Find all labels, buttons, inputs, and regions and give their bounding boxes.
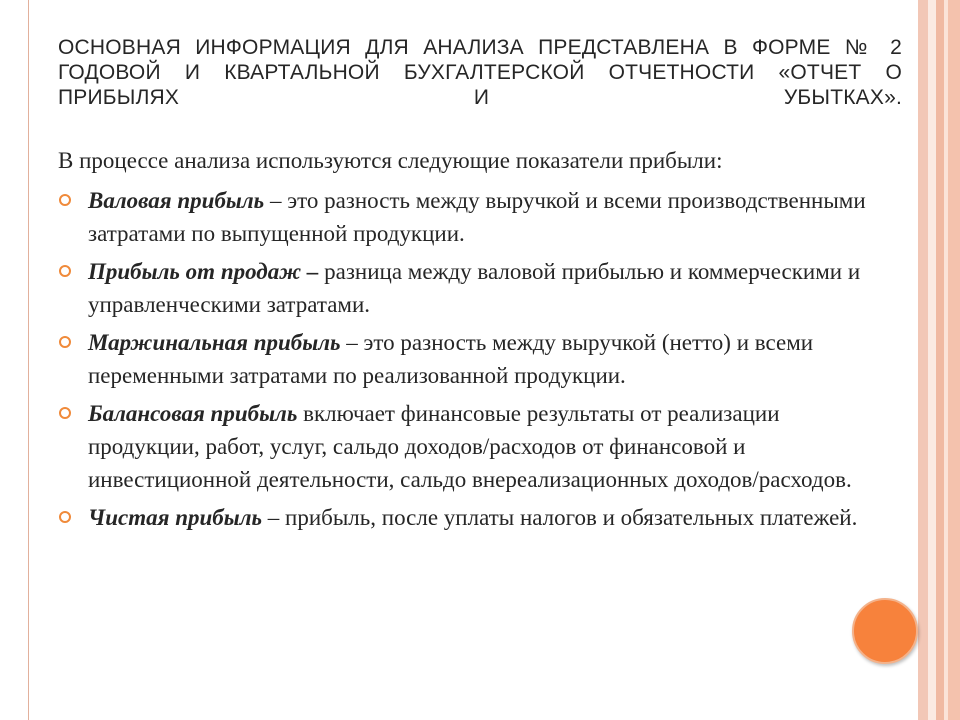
bullet-circle-icon <box>59 407 71 419</box>
title-line: ОСНОВНАЯ ИНФОРМАЦИЯ ДЛЯ АНАЛИЗА ПРЕДСТАВЛЕНА В ФОРМЕ № 2 <box>58 36 902 59</box>
list-item <box>58 501 888 534</box>
bullet-term: Балансовая прибыль <box>88 401 298 426</box>
stripe <box>936 0 944 720</box>
bullet-text: – прибыль, после уплаты налогов и обязательных платежей. <box>262 505 858 530</box>
left-frame-line <box>28 0 29 720</box>
bullet-term: Прибыль от продаж – <box>88 259 319 284</box>
list-item <box>58 184 888 250</box>
bullet-text: – это разность между выручкой (нетто) и всеми переменными затратами по реализованной продукции. <box>88 330 814 388</box>
list-item <box>58 397 888 496</box>
stripe <box>948 0 960 720</box>
bullet-text: – это разность между выручкой и всеми производственными затратами по выпущенной продукции. <box>88 188 866 246</box>
intro-text: В процессе анализа используются следующие показатели прибыли: <box>58 148 723 173</box>
bullet-text: включает финансовые результаты от реализации продукции, работ, услуг, сальдо доходов/расходов от финансовой и инвестиционной деятельности, сальдо внереализационных доходов/расходов. <box>88 401 852 492</box>
list-item <box>58 255 888 321</box>
list-item <box>58 326 888 392</box>
bullet-text: разница между валовой прибылью и коммерческими и управленческими затратами. <box>88 259 861 317</box>
stripe <box>928 0 936 720</box>
bullet-term: Валовая прибыль <box>88 188 265 213</box>
bullet-term: Маржинальная прибыль <box>88 330 341 355</box>
bullet-circle-icon <box>59 511 71 523</box>
decorative-circle-icon <box>852 598 918 664</box>
bullet-circle-icon <box>59 336 71 348</box>
bullet-list <box>58 184 888 539</box>
bullet-circle-icon <box>59 265 71 277</box>
bullet-circle-icon <box>59 194 71 206</box>
title-line: ГОДОВОЙ И КВАРТАЛЬНОЙ БУХГАЛТЕРСКОЙ ОТЧЕТНОСТИ «ОТЧЕТ О <box>58 61 902 84</box>
title-line: ПРИБЫЛЯХ И УБЫТКАХ». <box>58 86 902 109</box>
stripe <box>918 0 928 720</box>
slide-title <box>58 35 902 110</box>
decorative-stripes <box>918 0 960 720</box>
bullet-term: Чистая прибыль <box>88 505 263 530</box>
